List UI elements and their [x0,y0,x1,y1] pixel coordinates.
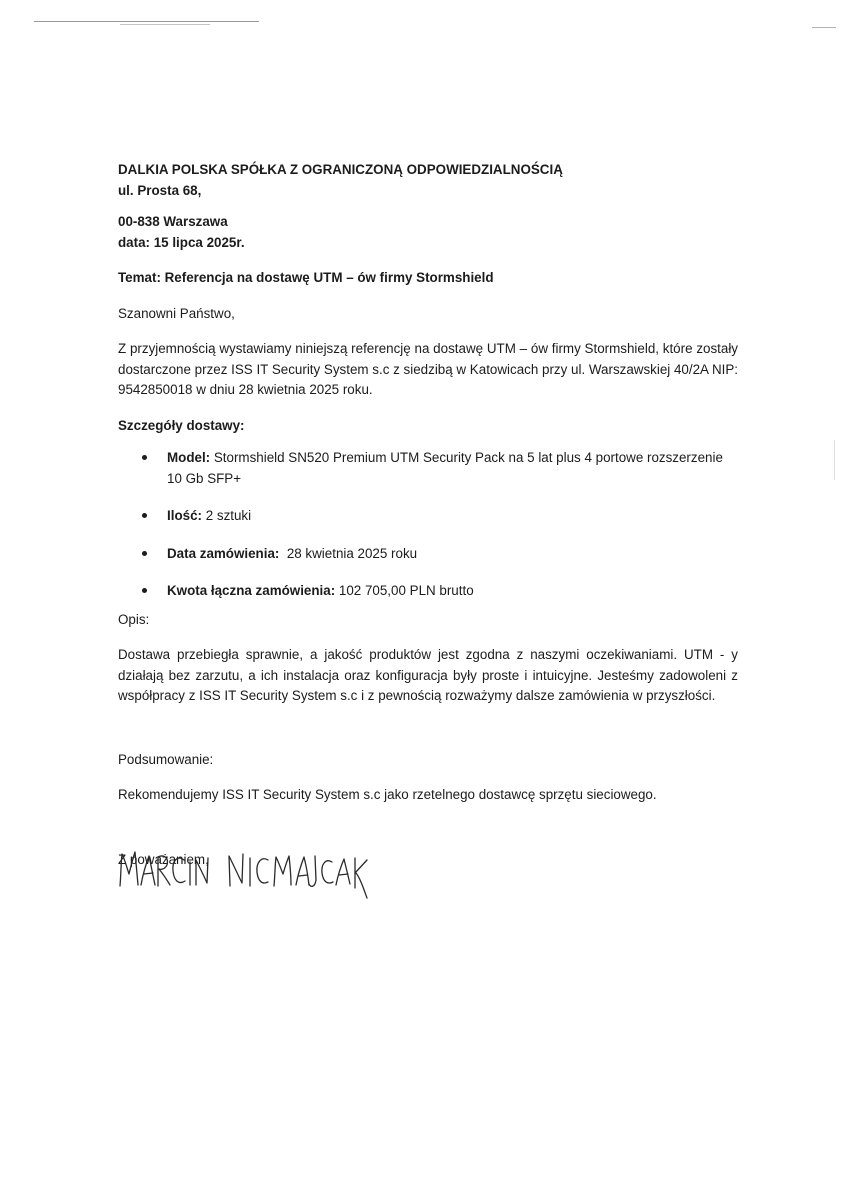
description-heading: Opis: [118,611,150,627]
bullet-icon [142,588,147,593]
description-paragraph: Dostawa przebiegła sprawnie, a jakość produktów jest zgodna z naszymi oczekiwaniami. UTM - y działają bez zarzutu, a ich instalacja oraz konfiguracja były proste i intuicyjne. Jesteśmy zadowoleni z współpracy z ISS IT Security System s.c i z pewnością rozważymy dalsze zamówienia w przyszłości. [118,647,738,703]
summary-paragraph: Rekomendujemy ISS IT Security System s.c jako rzetelnego dostawcę sprzętu sieciowego. [118,787,657,802]
list-item [118,544,738,565]
detail-value: 28 kwietnia 2025 roku [279,545,418,561]
detail-label: Data zamówienia: [167,545,280,561]
intro-paragraph: Z przyjemnością wystawiamy niniejszą referencję na dostawę UTM – ów firmy Stormshield, które zostały dostarczone przez ISS IT Security System s.c z siedzibą w Katowicach przy ul. Warszawskiej 40/2A NIP: 9542850018 w dniu 28 kwietnia 2025 roku. [118,341,738,397]
list-item [118,448,738,489]
handwritten-signature [116,838,376,908]
detail-value: 102 705,00 PLN brutto [335,583,474,598]
detail-label: Kwota łączna zamówienia: [167,583,336,598]
recipient-street: ul. Prosta 68, [118,182,202,198]
details-list [118,448,738,602]
scan-artifact-line [120,24,210,25]
detail-value: Stormshield SN520 Premium UTM Security Pack na 5 lat plus 4 portowe rozszerzenie 10 Gb SFP+ [167,450,723,486]
detail-label: Ilość: [167,508,202,523]
details-heading: Szczegóły dostawy: [118,417,245,433]
detail-label: Model: [167,450,211,465]
bullet-icon [142,455,147,460]
summary-heading: Podsumowanie: [118,751,214,767]
bullet-icon [142,513,147,518]
letter-subject: Temat: Referencja na dostawę UTM – ów firmy Stormshield [118,270,494,285]
letter-date: data: 15 lipca 2025r. [118,234,245,250]
scan-artifact-line [34,21,259,22]
detail-value: 2 sztuki [201,508,252,523]
recipient-block [118,160,738,253]
scan-artifact-edge [834,440,835,480]
recipient-company: DALKIA POLSKA SPÓŁKA Z OGRANICZONĄ ODPOWIEDZIALNOŚCIĄ [118,162,563,177]
scan-artifact-line [812,27,836,28]
reference-letter [118,160,738,870]
list-item [118,506,738,527]
list-item [118,581,738,602]
bullet-icon [142,551,147,556]
greeting: Szanowni Państwo, [118,305,235,321]
closing-salutation: Z poważaniem, [118,851,209,867]
recipient-city: 00-838 Warszawa [118,214,228,229]
